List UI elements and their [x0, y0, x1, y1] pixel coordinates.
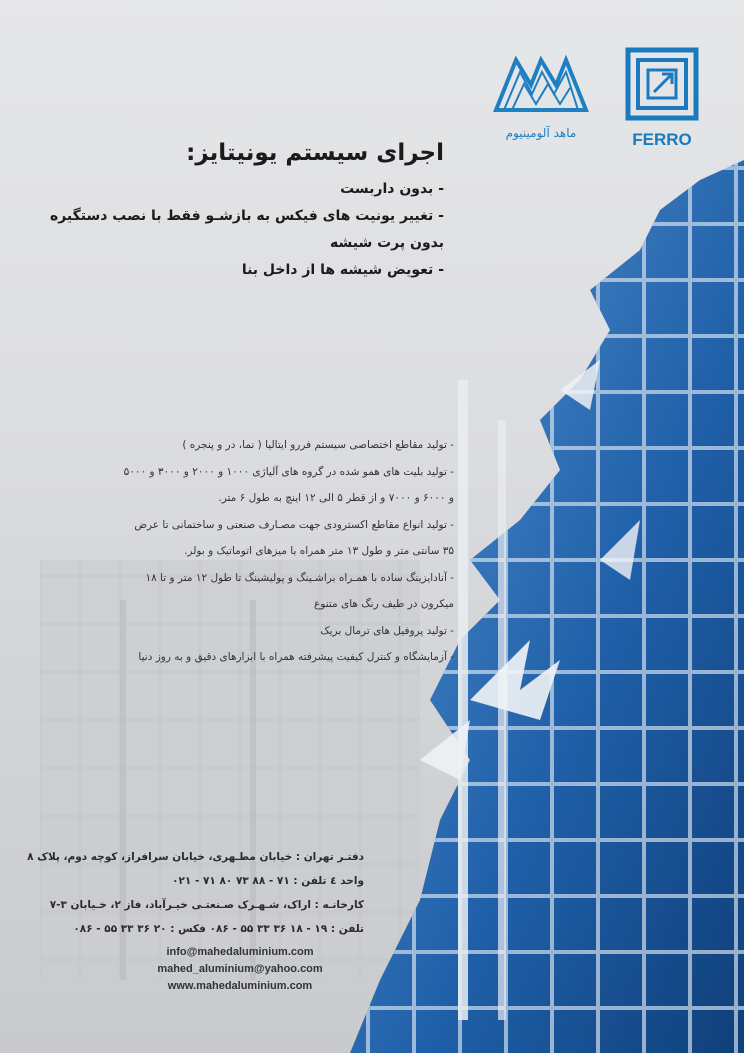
email-info[interactable]: info@mahedaluminium.com [166, 946, 314, 958]
mahed-logo-text: ماهد آلومینیوم [505, 126, 577, 140]
ferro-emblem-icon [620, 46, 704, 126]
office-phone: واحد ٤ تلفن : ۷۱ - ۸۸ ۷۳ ۸۰ ۷۱ - ۰۲۱ [172, 875, 364, 887]
mahed-logo [486, 40, 596, 140]
feature-line: - تولید مقاطع اختصاصی سیستم فررو ایتالیا ( نما، در و پنجره ) [182, 439, 454, 451]
mahed-emblem-icon [486, 40, 596, 118]
factory-phone: تلفن : ۱۹ - ۱۸ ۳۶ ۳۳ ۵۵ - ۰۸۶ فکس : ۲۰ ۳۶ ۳۳ ۵۵ - ۰۸۶ [73, 923, 364, 935]
headline-line: - تغییر یونیت های فیکس به بازشـو فقط با نصب دستگیره [49, 208, 444, 224]
feature-line: - تولید پروفیل های ترمال بریک [320, 624, 454, 637]
headline-line: - بدون داربست [340, 181, 444, 197]
feature-line: - آنادایزینگ ساده با همـراه براشـینگ و پولیشینگ تا طول ۱۲ متر و تا ۱۸ [145, 571, 454, 584]
headline-line: بدون پرت شیشه [330, 235, 444, 251]
feature-line: و ۶۰۰۰ و ۷۰۰۰ و از قطر ۵ الی ۱۲ اینچ به طول ۶ متر. [218, 492, 454, 504]
contact-info [24, 845, 364, 941]
web-contacts [120, 944, 360, 995]
feature-line: - تولید بلیت های همو شده در گروه های آلیاژی ۱۰۰۰ و ۲۰۰۰ و ۳۰۰۰ و ۵۰۰۰ [123, 465, 454, 478]
office-address: دفتـر تهران : خیابان مطـهری، خیابان سرافراز، کوچه دوم، پلاک ۸ [27, 851, 364, 863]
factory-address: کارخانـه : اراک، شـهـرک صـنعتـی خیـرآباد، فاز ۲، خـیابان ۳-۷ [49, 899, 364, 911]
email-yahoo[interactable]: mahed_aluminium@yahoo.com [157, 963, 323, 975]
feature-line: میکرون در طیف رنگ های متنوع [314, 598, 454, 610]
feature-line: - آزمایشگاه و کنترل کیفیت پیشرفته همراه با ابزارهای دقیق و به روز دنیا [138, 651, 454, 663]
headline-title: اجرای سیستم یونیتایز: [186, 140, 444, 166]
feature-list [14, 432, 454, 671]
ferro-logo [620, 46, 704, 150]
headline [24, 140, 444, 284]
ferro-logo-text: FERRO [632, 130, 692, 149]
logos [444, 40, 704, 150]
headline-line: - تعویض شیشه ها از داخل بنا [241, 262, 444, 278]
feature-line: - تولید انواع مقاطع اکسترودی جهت مصـارف صنعتی و ساختمانی تا عرض [134, 518, 454, 531]
feature-line: ۳۵ سانتی متر و طول ۱۳ متر همراه با میزهای اتوماتیک و بولر. [184, 545, 454, 557]
website-link[interactable]: www.mahedaluminium.com [167, 980, 313, 992]
